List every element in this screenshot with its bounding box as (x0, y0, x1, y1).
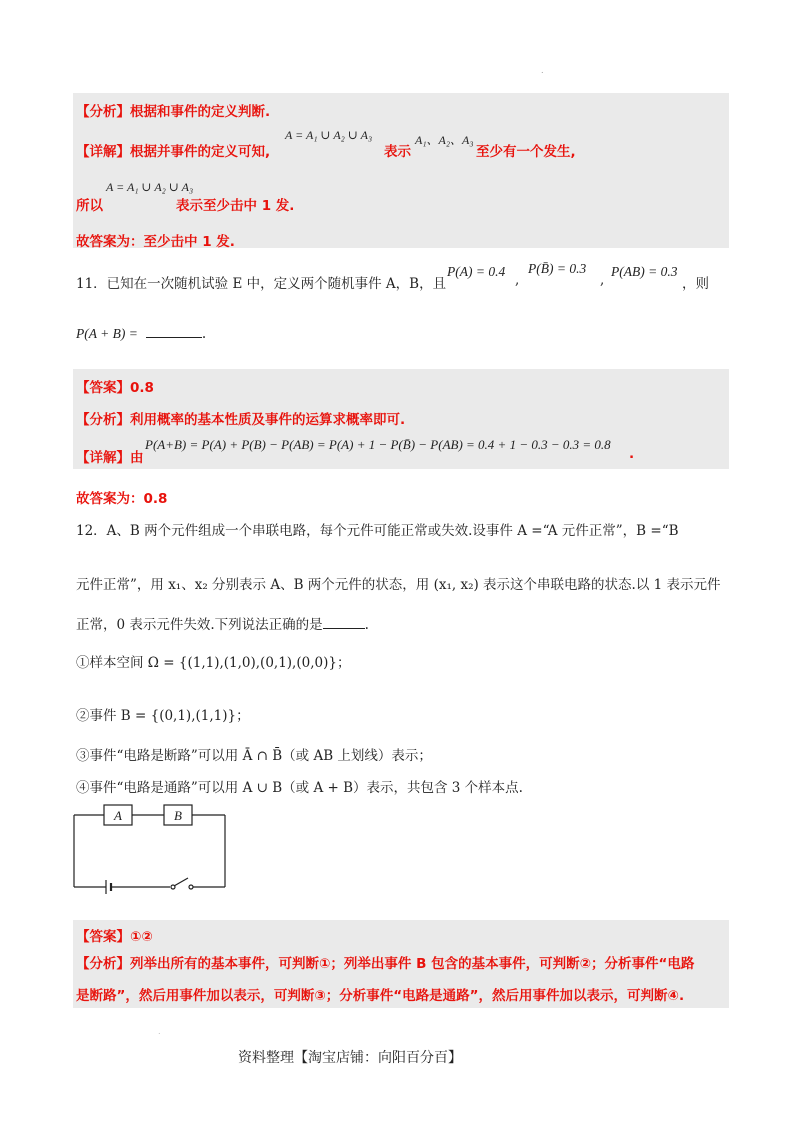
answer-line-10: 故答案为：至少击中 1 发. (76, 234, 235, 250)
so-line-10: 所以 (76, 198, 103, 214)
q12-answer-line: 【答案】①② (76, 929, 153, 945)
series-circuit-diagram (70, 800, 240, 895)
detail-line-10: 【详解】根据并事件的定义可知, (76, 144, 271, 160)
q11-final-line: 故答案为：0.8 (76, 491, 168, 507)
q12-line-2: 元件正常”，用 x₁、x₂ 分别表示 A、B 两个元件的状态，用 (x₁, x₂) 表示这个串联电路的状态.以 1 表示元件 (76, 577, 721, 593)
q12-option-3: ③事件“电路是断路”可以用 Ā ∩ B̄（或 AB 上划线）表示； (76, 748, 432, 764)
q11-given-2: P(B̄) = 0.3 (528, 261, 587, 276)
detail-formula-10: A = A₁ ∪ A₂ ∪ A₃ (285, 128, 373, 142)
bottom-dot: . (158, 1027, 161, 1036)
q11-detail-formula: P(A+B) = P(A) + P(B) − P(AB) = P(A) + 1 − P(B̄) − P(AB) = 0.4 + 1 − 0.3 − 0.3 = 0.8 (145, 437, 611, 452)
q11-stem: 11．已知在一次随机试验 E 中，定义两个随机事件 A，B，且 (76, 276, 447, 292)
q12-analysis-line-2: 是断路”，然后用事件加以表示，可判断③；分析事件“电路是通路”，然后用事件加以表示，可判断④. (76, 988, 685, 1004)
q11-ask: P(A + B) = . (76, 326, 207, 342)
q11-answer-line: 【答案】0.8 (76, 380, 154, 396)
q12-blank (323, 628, 365, 629)
so-formula-10: A = A₁ ∪ A₂ ∪ A₃ (106, 180, 194, 194)
q11-detail-period: . (629, 446, 635, 462)
q11-comma-1: , (515, 272, 520, 288)
q11-analysis-line: 【分析】利用概率的基本性质及事件的运算求概率即可. (76, 412, 406, 428)
detail-represent-10: 表示 (384, 144, 411, 160)
q12-option-1: ①样本空间 Ω = {(1,1),(1,0),(0,1),(0,0)}； (76, 655, 351, 671)
q11-blank (146, 336, 202, 338)
q11-given-1: P(A) = 0.4 (447, 264, 506, 279)
component-b-label: B (174, 808, 182, 823)
so-text-10: 表示至少击中 1 发. (176, 198, 295, 214)
analysis-line-10: 【分析】根据和事件的定义判断. (76, 104, 271, 120)
q11-detail-label: 【详解】由 (76, 450, 144, 466)
switch-contact-right (189, 885, 193, 889)
detail-events-10: A₁、A₂、A₃ (415, 133, 474, 147)
q11-then: ，则 (682, 276, 709, 292)
q12-option-4: ④事件“电路是通路”可以用 A ∪ B（或 A + B）表示，共包含 3 个样本点. (76, 780, 523, 796)
q11-comma-2: , (600, 272, 605, 288)
q12-line-3: 正常，0 表示元件失效.下列说法正确的是 . (76, 617, 369, 633)
component-a-label: A (114, 808, 122, 823)
switch-lever (174, 878, 188, 886)
page-dot: . (541, 66, 544, 75)
detail-atleast-10: 至少有一个发生, (476, 144, 576, 160)
q12-line-1: 12．A、B 两个元件组成一个串联电路，每个元件可能正常或失效.设事件 A =“A 元件正常”，B =“B (76, 523, 679, 539)
footer-source: 资料整理【淘宝店铺：向阳百分百】 (238, 1050, 462, 1066)
q12-option-2: ②事件 B = {(0,1),(1,1)}； (76, 708, 250, 724)
q12-analysis-line-1: 【分析】列举出所有的基本事件，可判断①；列举出事件 B 包含的基本事件，可判断②；分析事件“电路 (76, 956, 695, 972)
q11-given-3: P(AB) = 0.3 (611, 264, 678, 279)
